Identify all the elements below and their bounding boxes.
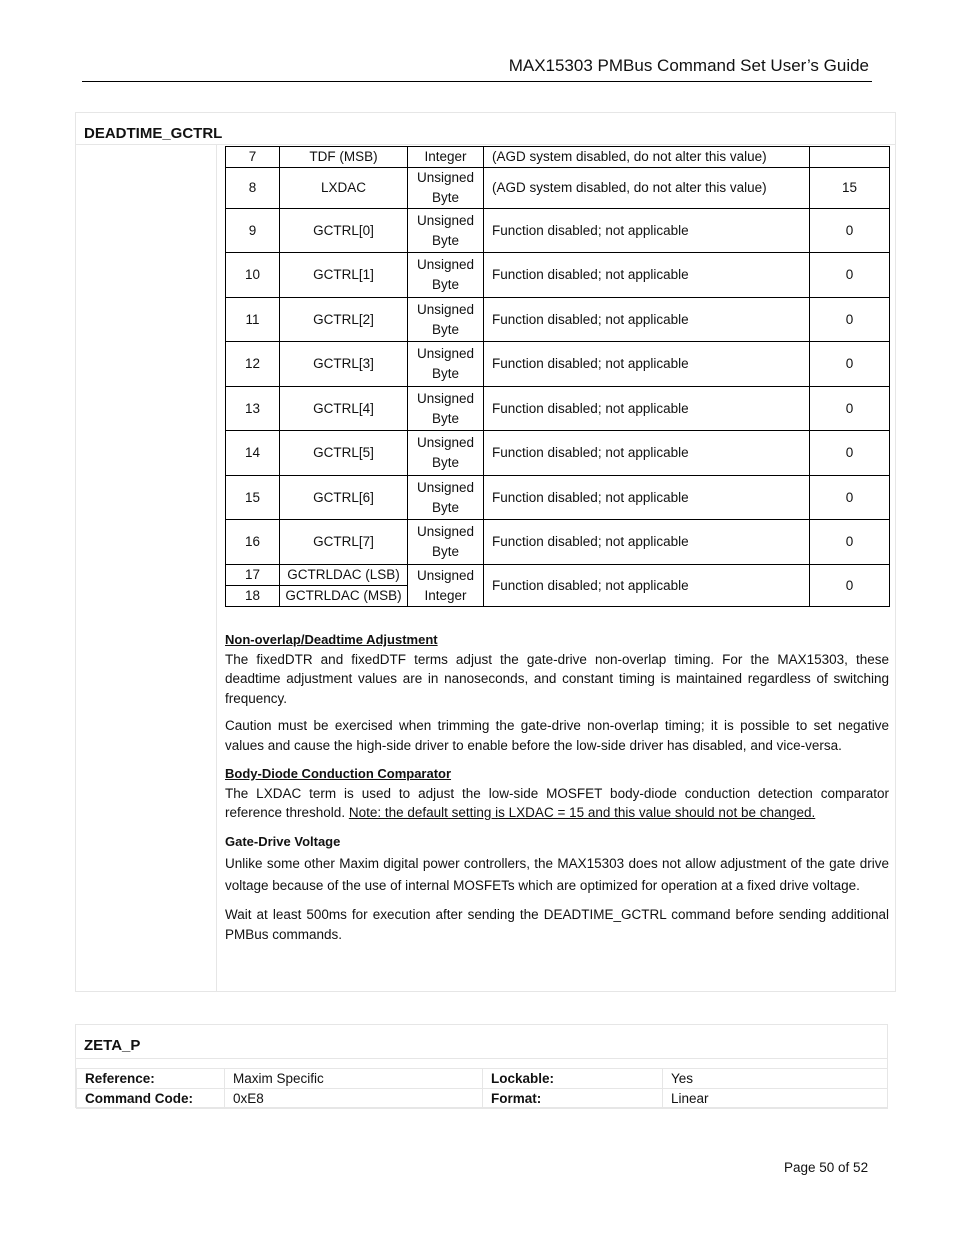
field-type: Integer [408, 147, 484, 168]
field-index: 17 [226, 565, 280, 586]
field-default: 0 [810, 209, 890, 253]
field-description: Function disabled; not applicable [484, 520, 810, 565]
field-type: Unsigned Byte [408, 520, 484, 565]
field-default: 0 [810, 431, 890, 476]
nonoverlap-heading: Non-overlap/Deadtime Adjustment [225, 632, 438, 647]
section-body [225, 630, 889, 944]
field-description: Function disabled; not applicable [484, 387, 810, 431]
section-title-divider [76, 1058, 887, 1059]
table-row [226, 298, 890, 342]
table-row [77, 1069, 888, 1089]
field-type: Unsigned Integer [408, 565, 484, 607]
header-divider [82, 81, 872, 82]
table-row [226, 209, 890, 253]
table-row [226, 342, 890, 387]
field-name: GCTRLDAC (MSB) [280, 586, 408, 607]
field-table [225, 146, 890, 607]
field-default [810, 147, 890, 168]
field-description: Function disabled; not applicable [484, 565, 810, 607]
field-index: 9 [226, 209, 280, 253]
field-description: Function disabled; not applicable [484, 476, 810, 520]
field-index: 7 [226, 147, 280, 168]
field-name: GCTRLDAC (LSB) [280, 565, 408, 586]
field-default: 0 [810, 342, 890, 387]
gatedrive-heading: Gate-Drive Voltage [225, 833, 341, 849]
field-default: 0 [810, 253, 890, 298]
gatedrive-paragraph-1: Unlike some other Maxim digital power controllers, the MAX15303 does not allow adjustment of the gate drive voltage because of the use of internal MOSFETs which are optimized for operation at a fixed drive voltage. [225, 856, 889, 893]
field-index: 14 [226, 431, 280, 476]
field-index: 11 [226, 298, 280, 342]
field-description: Function disabled; not applicable [484, 431, 810, 476]
command-properties-table [76, 1068, 888, 1109]
field-description: Function disabled; not applicable [484, 342, 810, 387]
table-row [226, 476, 890, 520]
field-description: Function disabled; not applicable [484, 209, 810, 253]
field-type: Unsigned Byte [408, 387, 484, 431]
section-title: ZETA_P [84, 1037, 141, 1054]
field-type: Unsigned Byte [408, 342, 484, 387]
bodydiode-heading: Body-Diode Conduction Comparator [225, 766, 452, 781]
field-default: 0 [810, 387, 890, 431]
section-column-divider [216, 145, 217, 991]
reference-value: Maxim Specific [225, 1069, 483, 1089]
field-type: Unsigned Byte [408, 253, 484, 298]
nonoverlap-paragraph-2: Caution must be exercised when trimming the gate-drive non-overlap timing; it is possible to set negative values and cause the high-side driver to enable before the low-side driver has disabled, and vice-versa. [225, 718, 889, 753]
command-code-label: Command Code: [77, 1089, 225, 1109]
format-label: Format: [483, 1089, 663, 1109]
field-description: Function disabled; not applicable [484, 298, 810, 342]
field-name: TDF (MSB) [280, 147, 408, 168]
bodydiode-text: The LXDAC term is used to adjust the low-side MOSFET body-diode conduction detection comparator reference threshold. [225, 785, 889, 820]
bodydiode-note: Note: the default setting is LXDAC = 15 and this value should not be changed. [348, 805, 816, 820]
field-index: 10 [226, 253, 280, 298]
command-code-value: 0xE8 [225, 1089, 483, 1109]
table-row [226, 565, 890, 586]
section-title: DEADTIME_GCTRL [84, 125, 223, 142]
page-number: Page 50 of 52 [784, 1160, 869, 1175]
field-default: 0 [810, 298, 890, 342]
bodydiode-paragraph [225, 784, 889, 823]
field-name: GCTRL[2] [280, 298, 408, 342]
nonoverlap-paragraph-1: The fixedDTR and fixedDTF terms adjust the gate-drive non-overlap timing. For the MAX15303, these deadtime adjustment values are in nanoseconds, and constant timing is maintained regardless of switching frequency. [225, 651, 889, 706]
field-type: Unsigned Byte [408, 209, 484, 253]
field-default: 15 [810, 168, 890, 209]
field-default: 0 [810, 565, 890, 607]
lockable-value: Yes [663, 1069, 888, 1089]
field-name: LXDAC [280, 168, 408, 209]
field-index: 12 [226, 342, 280, 387]
field-index: 8 [226, 168, 280, 209]
lockable-label: Lockable: [483, 1069, 663, 1089]
field-name: GCTRL[5] [280, 431, 408, 476]
table-row [226, 520, 890, 565]
gatedrive-paragraph-2: Wait at least 500ms for execution after sending the DEADTIME_GCTRL command before sending additional PMBus commands. [225, 907, 889, 942]
field-type: Unsigned Byte [408, 431, 484, 476]
field-description: (AGD system disabled, do not alter this value) [484, 147, 810, 168]
field-description: (AGD system disabled, do not alter this value) [484, 168, 810, 209]
document-title: MAX15303 PMBus Command Set User’s Guide [508, 56, 869, 75]
field-name: GCTRL[7] [280, 520, 408, 565]
reference-label: Reference: [77, 1069, 225, 1089]
field-index: 18 [226, 586, 280, 607]
table-row [226, 387, 890, 431]
table-row [77, 1089, 888, 1109]
field-index: 16 [226, 520, 280, 565]
field-description: Function disabled; not applicable [484, 253, 810, 298]
table-row [226, 253, 890, 298]
table-row [226, 168, 890, 209]
field-type: Unsigned Byte [408, 168, 484, 209]
field-name: GCTRL[0] [280, 209, 408, 253]
field-type: Unsigned Byte [408, 298, 484, 342]
field-index: 15 [226, 476, 280, 520]
format-value: Linear [663, 1089, 888, 1109]
field-name: GCTRL[3] [280, 342, 408, 387]
field-default: 0 [810, 476, 890, 520]
field-index: 13 [226, 387, 280, 431]
field-name: GCTRL[6] [280, 476, 408, 520]
section-title-divider [76, 144, 896, 145]
field-name: GCTRL[4] [280, 387, 408, 431]
table-row [226, 431, 890, 476]
field-type: Unsigned Byte [408, 476, 484, 520]
table-row [226, 147, 890, 168]
field-name: GCTRL[1] [280, 253, 408, 298]
field-default: 0 [810, 520, 890, 565]
